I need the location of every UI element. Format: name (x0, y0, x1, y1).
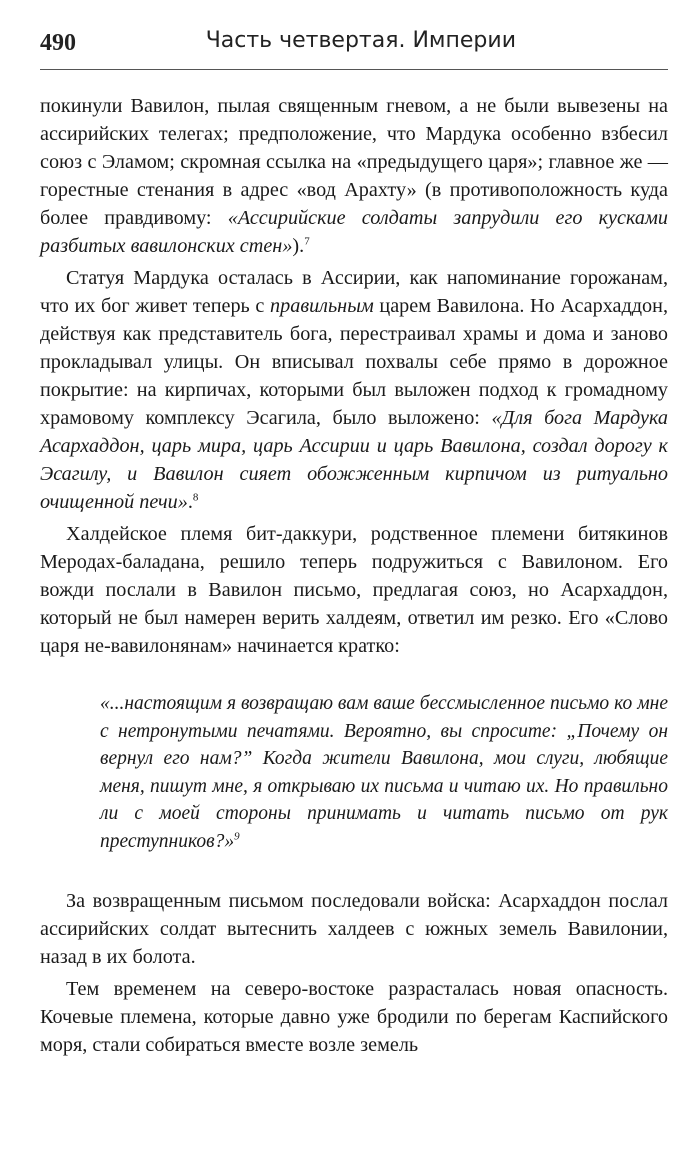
page-header (40, 0, 668, 70)
paragraph-1-end: ). (292, 235, 305, 257)
block-quote (100, 690, 668, 855)
paragraph-3 (40, 520, 668, 660)
paragraph-2-quote: «Для бога Мардука Асархаддон, царь мира, царь Ассирии и царь Вавилона, создал дорогу к Эсагилу, и Вавилон сияет обожженным кирпичом из ритуально очищенной печи» (40, 407, 668, 513)
page-number: 490 (40, 30, 76, 56)
paragraph-2 (40, 264, 668, 516)
paragraph-1-quote: «Ассирийские солдаты запрудили его кусками разбитых вавилонских стен» (40, 207, 668, 257)
paragraph-1 (40, 92, 668, 260)
paragraph-1-text: покинули Вавилон, пылая священным гневом, а не были вывезены на ассирийских телегах; предположение, что Мардука особенно взбесил союз с Эламом; скромная ссылка на «предыдущего царя»; главное же — горестные стенания в адрес «вод Арахту» (в противоположность куда более правдивому: (40, 95, 668, 229)
paragraph-5 (40, 975, 668, 1059)
paragraph-5-text: Тем временем на северо-востоке разрасталась новая опасность. Кочевые племена, которые давно уже бродили по берегам Каспийского моря, стали собираться вместе возле земель (40, 978, 668, 1056)
body-text (40, 70, 668, 1059)
footnote-ref-9[interactable]: 9 (234, 830, 240, 842)
paragraph-3-text: Халдейское племя бит-даккури, родственное племени битякинов Меродах-баладана, решило теперь подружиться с Вавилоном. Его вожди послали в Вавилон письмо, предлагая союз, но Асархаддон, который не был намерен верить халдеям, ответил им резко. Его «Слово царя не-вавилонянам» начинается кратко: (40, 523, 668, 657)
footnote-ref-8[interactable]: 8 (192, 491, 199, 504)
paragraph-2-text-a: Статуя Мардука осталась в Ассирии, как напоминание горожанам, что их бог живет теперь с (40, 267, 668, 317)
paragraph-2-emphasis: правильным (270, 295, 374, 317)
paragraph-4 (40, 887, 668, 971)
block-quote-text: «...настоящим я возвращаю вам ваше бессмысленное письмо ко мне с нетронутыми печатями. Вероятно, вы спросите: „Почему он вернул его нам?” Когда жители Вавилона, мои слуги, любящие меня, пишут мне, я открываю их письма и читаю их. Но правильно ли с моей стороны принимать и читать письмо от рук преступников?» (100, 693, 668, 852)
footnote-ref-7[interactable]: 7 (304, 235, 310, 248)
running-title: Часть четвертая. Империи (205, 28, 516, 53)
paragraph-2-end: . (187, 491, 193, 513)
paragraph-2-text-b: царем Вавилона. Но Асархаддон, действуя как представитель бога, перестраивал храмы и дома и заново прокладывал улицы. Он вписывал похвалы себе прямо в дорожное покрытие: на кирпичах, которыми был выложен подход к громадному храмовому комплексу Эсагила, было выложено: (40, 295, 668, 429)
paragraph-4-text: За возвращенным письмом последовали войска: Асархаддон послал ассирийских солдат вытеснить халдеев с южных земель Вавилонии, назад в их болота. (40, 890, 668, 968)
header-rule (40, 69, 668, 70)
